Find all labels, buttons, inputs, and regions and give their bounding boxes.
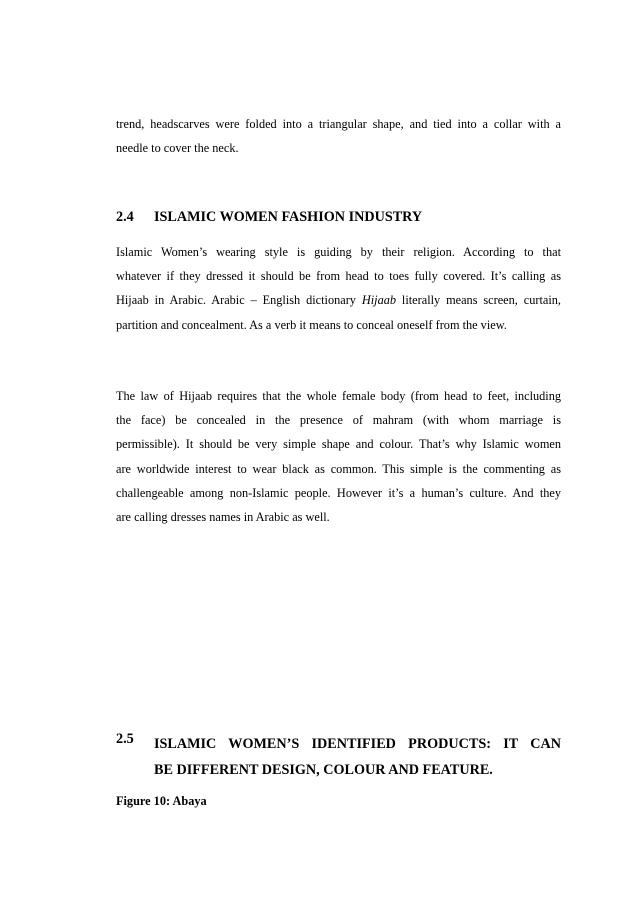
text-line: trend, headscarves were folded into a triangular shape, and tied into a collar with a (116, 117, 561, 131)
figure-caption: Figure 10: Abaya (116, 794, 207, 808)
text-line: are calling dresses names in Arabic as well. (116, 510, 330, 525)
text-line: are worldwide interest to wear black as common. This simple is the commenting as (116, 461, 561, 476)
text-line: partition and concealment. As a verb it means to conceal oneself from the view. (116, 317, 507, 332)
section-title (154, 731, 561, 783)
text-line: challengeable among non-Islamic people. However it’s a human’s culture. And they (116, 485, 561, 500)
section-title: ISLAMIC WOMEN FASHION INDUSTRY (154, 209, 423, 225)
section-number: 2.4 (116, 209, 134, 225)
text-line: the face) be concealed in the presence of mahram (with whom marriage is (116, 413, 561, 428)
text-line: Islamic Women’s wearing style is guiding by their religion. According to that (116, 245, 561, 259)
italic-term-hijaab: Hijaab (361, 293, 397, 308)
section-2-4-paragraph-2 (116, 384, 561, 529)
text-segment: Hijaab in Arabic. Arabic – English dictionary (116, 293, 362, 308)
text-line (116, 288, 561, 312)
section-title-line: BE DIFFERENT DESIGN, COLOUR AND FEATURE. (154, 762, 493, 778)
text-segment: literally means screen, curtain, (396, 293, 561, 308)
text-line: whatever if they dressed it should be from head to toes fully covered. It’s calling as (116, 269, 561, 284)
text-line: The law of Hijaab requires that the whole female body (from head to feet, including (116, 389, 561, 403)
text-line: permissible). It should be very simple shape and colour. That’s why Islamic women (116, 437, 561, 452)
text-line: needle to cover the neck. (116, 141, 239, 156)
section-number: 2.5 (116, 731, 134, 747)
section-title-line: ISLAMIC WOMEN’S IDENTIFIED PRODUCTS: IT CAN (154, 736, 561, 752)
intro-paragraph (116, 112, 561, 160)
section-2-4-paragraph-1 (116, 240, 561, 337)
